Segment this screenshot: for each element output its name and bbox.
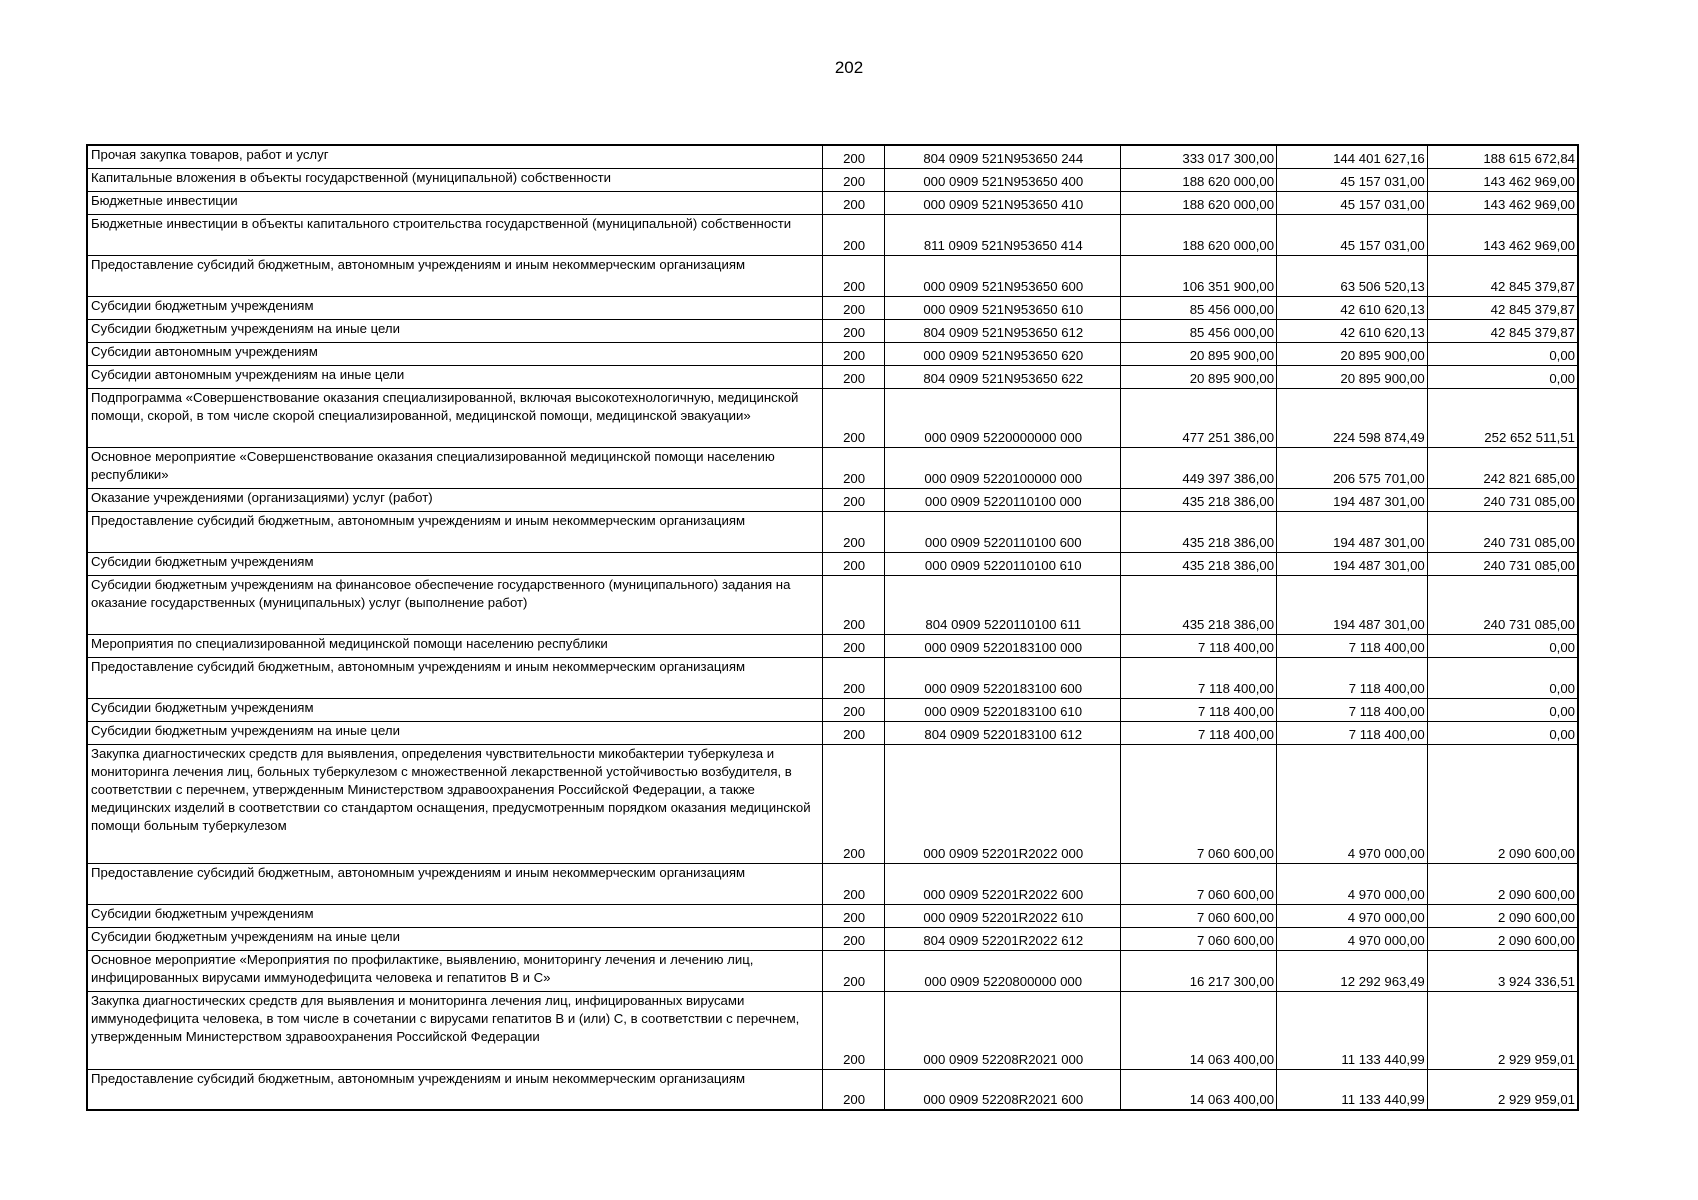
row-code-cell: 200 (822, 904, 884, 927)
row-name-cell: Субсидии автономным учреждениям (87, 342, 822, 365)
row-approved-cell: 7 060 600,00 (1121, 744, 1277, 863)
row-executed-cell: 11 133 440,99 (1277, 991, 1428, 1069)
row-executed-cell: 224 598 874,49 (1277, 388, 1428, 447)
row-remaining-cell: 2 929 959,01 (1427, 991, 1578, 1069)
table-row (87, 191, 1578, 214)
row-code-cell: 200 (822, 552, 884, 575)
row-approved-cell: 85 456 000,00 (1121, 319, 1277, 342)
table-row (87, 168, 1578, 191)
table-row (87, 552, 1578, 575)
row-approved-cell: 106 351 900,00 (1121, 255, 1277, 296)
row-approved-cell: 7 060 600,00 (1121, 904, 1277, 927)
row-approved-cell: 20 895 900,00 (1121, 342, 1277, 365)
table-row (87, 145, 1578, 168)
row-executed-cell: 42 610 620,13 (1277, 319, 1428, 342)
table-body (87, 145, 1578, 1110)
row-code-cell: 200 (822, 296, 884, 319)
row-executed-cell: 206 575 701,00 (1277, 447, 1428, 488)
table-row (87, 319, 1578, 342)
row-name-cell: Капитальные вложения в объекты государственной (муниципальной) собственности (87, 168, 822, 191)
row-code-cell: 200 (822, 342, 884, 365)
row-kbk-cell: 000 0909 5220110100 000 (885, 488, 1121, 511)
row-code-cell: 200 (822, 511, 884, 552)
row-executed-cell: 7 118 400,00 (1277, 657, 1428, 698)
row-code-cell: 200 (822, 255, 884, 296)
row-approved-cell: 20 895 900,00 (1121, 365, 1277, 388)
row-kbk-cell: 000 0909 5220183100 610 (885, 698, 1121, 721)
row-kbk-cell: 000 0909 5220100000 000 (885, 447, 1121, 488)
row-remaining-cell: 0,00 (1427, 721, 1578, 744)
row-name-cell: Оказание учреждениями (организациями) услуг (работ) (87, 488, 822, 511)
row-executed-cell: 7 118 400,00 (1277, 698, 1428, 721)
row-approved-cell: 435 218 386,00 (1121, 575, 1277, 634)
row-name-cell: Закупка диагностических средств для выявления, определения чувствительности микобактерии туберкулеза и мониторинга лечения лиц, больных туберкулезом с множественной лекарственной устойчивостью возбудителя, в соответствии с перечнем, утвержденным Министерством здравоохранения Российской Федерации, а также медицинских изделий в соответствии со стандартом оснащения, предусмотренным порядком оказания медицинской помощи больным туберкулезом (87, 744, 822, 863)
row-kbk-cell: 000 0909 521N953650 600 (885, 255, 1121, 296)
row-code-cell: 200 (822, 950, 884, 991)
row-executed-cell: 4 970 000,00 (1277, 863, 1428, 904)
row-code-cell: 200 (822, 145, 884, 168)
row-name-cell: Закупка диагностических средств для выявления и мониторинга лечения лиц, инфицированных вирусами иммунодефицита человека, в том числе в сочетании с вирусами гепатитов В и (или) С, в соответствии с перечнем, утвержденным Министерством здравоохранения Российской Федерации (87, 991, 822, 1069)
row-code-cell: 200 (822, 991, 884, 1069)
row-remaining-cell: 42 845 379,87 (1427, 296, 1578, 319)
row-approved-cell: 333 017 300,00 (1121, 145, 1277, 168)
row-remaining-cell: 240 731 085,00 (1427, 511, 1578, 552)
row-approved-cell: 188 620 000,00 (1121, 191, 1277, 214)
row-name-cell: Основное мероприятие «Совершенствование оказания специализированной медицинской помощи населению республики» (87, 447, 822, 488)
row-executed-cell: 4 970 000,00 (1277, 744, 1428, 863)
row-name-cell: Субсидии бюджетным учреждениям (87, 904, 822, 927)
row-code-cell: 200 (822, 447, 884, 488)
row-executed-cell: 42 610 620,13 (1277, 296, 1428, 319)
row-remaining-cell: 0,00 (1427, 698, 1578, 721)
row-code-cell: 200 (822, 319, 884, 342)
row-executed-cell: 194 487 301,00 (1277, 575, 1428, 634)
row-kbk-cell: 000 0909 52201R2022 600 (885, 863, 1121, 904)
table-row (87, 927, 1578, 950)
row-remaining-cell: 42 845 379,87 (1427, 255, 1578, 296)
row-remaining-cell: 240 731 085,00 (1427, 552, 1578, 575)
row-remaining-cell: 240 731 085,00 (1427, 575, 1578, 634)
row-remaining-cell: 2 090 600,00 (1427, 904, 1578, 927)
row-kbk-cell: 000 0909 5220000000 000 (885, 388, 1121, 447)
row-executed-cell: 12 292 963,49 (1277, 950, 1428, 991)
row-approved-cell: 16 217 300,00 (1121, 950, 1277, 991)
row-approved-cell: 188 620 000,00 (1121, 168, 1277, 191)
table-row (87, 511, 1578, 552)
row-kbk-cell: 000 0909 521N953650 410 (885, 191, 1121, 214)
row-remaining-cell: 143 462 969,00 (1427, 214, 1578, 255)
row-executed-cell: 144 401 627,16 (1277, 145, 1428, 168)
row-remaining-cell: 0,00 (1427, 634, 1578, 657)
row-executed-cell: 45 157 031,00 (1277, 168, 1428, 191)
row-code-cell: 200 (822, 1069, 884, 1110)
row-name-cell: Субсидии автономным учреждениям на иные цели (87, 365, 822, 388)
row-approved-cell: 14 063 400,00 (1121, 991, 1277, 1069)
budget-table (86, 144, 1579, 1111)
row-code-cell: 200 (822, 388, 884, 447)
table-row (87, 488, 1578, 511)
row-code-cell: 200 (822, 365, 884, 388)
row-remaining-cell: 0,00 (1427, 657, 1578, 698)
row-executed-cell: 4 970 000,00 (1277, 904, 1428, 927)
table-row (87, 634, 1578, 657)
row-name-cell: Предоставление субсидий бюджетным, автономным учреждениям и иным некоммерческим организациям (87, 1069, 822, 1110)
row-executed-cell: 7 118 400,00 (1277, 721, 1428, 744)
row-remaining-cell: 143 462 969,00 (1427, 168, 1578, 191)
table-row (87, 296, 1578, 319)
table-row (87, 863, 1578, 904)
row-kbk-cell: 000 0909 52201R2022 000 (885, 744, 1121, 863)
table-row (87, 744, 1578, 863)
row-approved-cell: 435 218 386,00 (1121, 488, 1277, 511)
row-approved-cell: 7 060 600,00 (1121, 863, 1277, 904)
row-approved-cell: 477 251 386,00 (1121, 388, 1277, 447)
row-name-cell: Предоставление субсидий бюджетным, автономным учреждениям и иным некоммерческим организациям (87, 511, 822, 552)
row-name-cell: Субсидии бюджетным учреждениям (87, 552, 822, 575)
row-kbk-cell: 000 0909 521N953650 610 (885, 296, 1121, 319)
row-approved-cell: 7 118 400,00 (1121, 721, 1277, 744)
row-remaining-cell: 2 090 600,00 (1427, 863, 1578, 904)
row-code-cell: 200 (822, 575, 884, 634)
row-approved-cell: 85 456 000,00 (1121, 296, 1277, 319)
page-number: 202 (834, 58, 864, 77)
table-row (87, 342, 1578, 365)
row-kbk-cell: 000 0909 5220800000 000 (885, 950, 1121, 991)
row-kbk-cell: 804 0909 521N953650 244 (885, 145, 1121, 168)
row-approved-cell: 7 118 400,00 (1121, 657, 1277, 698)
row-approved-cell: 188 620 000,00 (1121, 214, 1277, 255)
row-code-cell: 200 (822, 634, 884, 657)
row-executed-cell: 20 895 900,00 (1277, 365, 1428, 388)
row-code-cell: 200 (822, 863, 884, 904)
row-name-cell: Субсидии бюджетным учреждениям (87, 698, 822, 721)
row-approved-cell: 7 118 400,00 (1121, 634, 1277, 657)
row-kbk-cell: 000 0909 52201R2022 610 (885, 904, 1121, 927)
row-approved-cell: 7 118 400,00 (1121, 698, 1277, 721)
row-name-cell: Предоставление субсидий бюджетным, автономным учреждениям и иным некоммерческим организациям (87, 863, 822, 904)
table-row (87, 365, 1578, 388)
row-name-cell: Прочая закупка товаров, работ и услуг (87, 145, 822, 168)
row-executed-cell: 7 118 400,00 (1277, 634, 1428, 657)
row-kbk-cell: 000 0909 5220110100 600 (885, 511, 1121, 552)
row-executed-cell: 45 157 031,00 (1277, 214, 1428, 255)
row-executed-cell: 194 487 301,00 (1277, 488, 1428, 511)
row-name-cell: Субсидии бюджетным учреждениям на иные цели (87, 319, 822, 342)
row-remaining-cell: 2 929 959,01 (1427, 1069, 1578, 1110)
row-name-cell: Субсидии бюджетным учреждениям на иные цели (87, 927, 822, 950)
row-kbk-cell: 804 0909 5220110100 611 (885, 575, 1121, 634)
row-name-cell: Субсидии бюджетным учреждениям (87, 296, 822, 319)
row-executed-cell: 4 970 000,00 (1277, 927, 1428, 950)
row-name-cell: Мероприятия по специализированной медицинской помощи населению республики (87, 634, 822, 657)
row-kbk-cell: 804 0909 521N953650 622 (885, 365, 1121, 388)
row-name-cell: Бюджетные инвестиции (87, 191, 822, 214)
table-row (87, 950, 1578, 991)
row-approved-cell: 14 063 400,00 (1121, 1069, 1277, 1110)
row-remaining-cell: 3 924 336,51 (1427, 950, 1578, 991)
row-code-cell: 200 (822, 698, 884, 721)
row-code-cell: 200 (822, 721, 884, 744)
row-kbk-cell: 000 0909 52208R2021 600 (885, 1069, 1121, 1110)
row-code-cell: 200 (822, 214, 884, 255)
row-executed-cell: 11 133 440,99 (1277, 1069, 1428, 1110)
row-remaining-cell: 252 652 511,51 (1427, 388, 1578, 447)
row-kbk-cell: 000 0909 5220183100 600 (885, 657, 1121, 698)
row-remaining-cell: 2 090 600,00 (1427, 927, 1578, 950)
table-row (87, 1069, 1578, 1110)
row-kbk-cell: 000 0909 521N953650 400 (885, 168, 1121, 191)
row-kbk-cell: 804 0909 5220183100 612 (885, 721, 1121, 744)
row-code-cell: 200 (822, 927, 884, 950)
row-kbk-cell: 804 0909 521N953650 612 (885, 319, 1121, 342)
table-row (87, 575, 1578, 634)
row-executed-cell: 45 157 031,00 (1277, 191, 1428, 214)
row-remaining-cell: 0,00 (1427, 342, 1578, 365)
row-kbk-cell: 000 0909 5220183100 000 (885, 634, 1121, 657)
row-kbk-cell: 000 0909 52208R2021 000 (885, 991, 1121, 1069)
row-kbk-cell: 804 0909 52201R2022 612 (885, 927, 1121, 950)
row-executed-cell: 63 506 520,13 (1277, 255, 1428, 296)
row-executed-cell: 194 487 301,00 (1277, 511, 1428, 552)
row-approved-cell: 449 397 386,00 (1121, 447, 1277, 488)
row-name-cell: Основное мероприятие «Мероприятия по профилактике, выявлению, мониторингу лечения и лечению лиц, инфицированных вирусами иммунодефицита человека и гепатитов В и С» (87, 950, 822, 991)
row-kbk-cell: 000 0909 5220110100 610 (885, 552, 1121, 575)
row-executed-cell: 194 487 301,00 (1277, 552, 1428, 575)
row-remaining-cell: 143 462 969,00 (1427, 191, 1578, 214)
row-code-cell: 200 (822, 191, 884, 214)
table-row (87, 698, 1578, 721)
row-approved-cell: 435 218 386,00 (1121, 511, 1277, 552)
row-name-cell: Субсидии бюджетным учреждениям на финансовое обеспечение государственного (муниципального) задания на оказание государственных (муниципальных) услуг (выполнение работ) (87, 575, 822, 634)
row-approved-cell: 435 218 386,00 (1121, 552, 1277, 575)
table-row (87, 214, 1578, 255)
row-remaining-cell: 42 845 379,87 (1427, 319, 1578, 342)
row-code-cell: 200 (822, 657, 884, 698)
table-row (87, 904, 1578, 927)
row-remaining-cell: 2 090 600,00 (1427, 744, 1578, 863)
row-name-cell: Субсидии бюджетным учреждениям на иные цели (87, 721, 822, 744)
row-remaining-cell: 188 615 672,84 (1427, 145, 1578, 168)
row-name-cell: Подпрограмма «Совершенствование оказания специализированной, включая высокотехнологичную, медицинской помощи, скорой, в том числе скорой специализированной, медицинской помощи, медицинской эвакуации» (87, 388, 822, 447)
table-row (87, 447, 1578, 488)
table-row (87, 657, 1578, 698)
row-code-cell: 200 (822, 168, 884, 191)
table-row (87, 991, 1578, 1069)
row-executed-cell: 20 895 900,00 (1277, 342, 1428, 365)
row-remaining-cell: 240 731 085,00 (1427, 488, 1578, 511)
row-approved-cell: 7 060 600,00 (1121, 927, 1277, 950)
row-kbk-cell: 000 0909 521N953650 620 (885, 342, 1121, 365)
table-row (87, 721, 1578, 744)
row-kbk-cell: 811 0909 521N953650 414 (885, 214, 1121, 255)
row-remaining-cell: 0,00 (1427, 365, 1578, 388)
row-name-cell: Бюджетные инвестиции в объекты капитального строительства государственной (муниципальной) собственности (87, 214, 822, 255)
table-row (87, 388, 1578, 447)
row-code-cell: 200 (822, 744, 884, 863)
table-row (87, 255, 1578, 296)
row-name-cell: Предоставление субсидий бюджетным, автономным учреждениям и иным некоммерческим организациям (87, 255, 822, 296)
row-remaining-cell: 242 821 685,00 (1427, 447, 1578, 488)
row-code-cell: 200 (822, 488, 884, 511)
row-name-cell: Предоставление субсидий бюджетным, автономным учреждениям и иным некоммерческим организациям (87, 657, 822, 698)
